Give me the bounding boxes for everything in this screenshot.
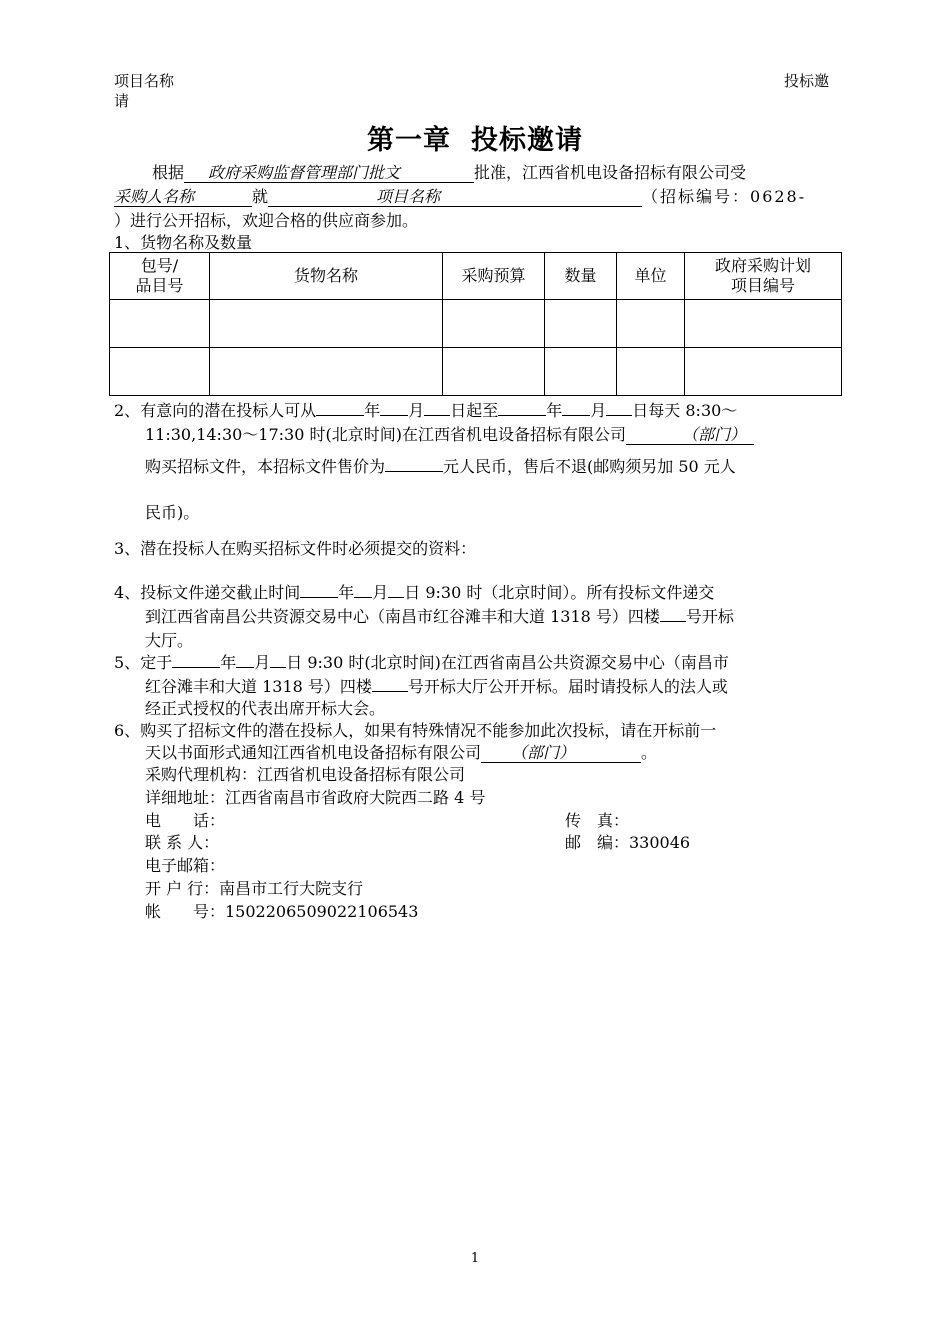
section-text: 日起至 [450,401,499,420]
table-row [110,348,842,396]
section-5-line-2 [145,676,728,698]
tender-number: （招标编号：0628- [642,187,807,206]
section-2-line-2 [145,424,754,446]
section-text: 天以书面形式通知江西省机电设备招标有限公司 [145,743,482,762]
bank-account: 帐 号：1502206509022106543 [145,902,419,921]
blank-field [388,597,404,598]
section-number: 4、 [114,583,141,602]
department-field: （部门） [626,426,754,445]
page-title [0,118,950,157]
section-text: 到江西省南昌公共资源交易中心（南昌市红谷滩丰和大道 1318 号）四楼 [145,607,660,626]
intro-text: 就 [252,187,269,206]
table-cell [110,348,210,396]
contact-person-label: 联 系 人： [145,833,220,852]
section-3: 3、潜在投标人在购买招标文件时必须提交的资料： [114,539,477,558]
header-plan-number: 政府采购计划 项目编号 [685,253,842,300]
table-row [110,300,842,348]
table-header-row [110,253,842,300]
title-text: 投标邀请 [471,125,583,156]
price-field [385,471,443,472]
phone-fax-line [145,810,629,832]
header-quantity: 数量 [545,253,617,300]
purchaser-field: 采购人名称 [114,188,252,207]
table-cell [210,348,443,396]
section-text: 年 [546,401,563,420]
section-4-line-1 [114,582,714,604]
agency-address: 详细地址：江西省南昌市省政府大院西二路 4 号 [145,788,486,807]
header-budget: 采购预算 [443,253,545,300]
header-left-overflow: 请 [114,92,130,110]
section-text: 月 [254,653,271,672]
blank-field [316,415,364,416]
section-text: 号开标大厅公开开标。届时请投标人的法人或 [407,677,728,696]
fax-label: 传 真： [565,811,630,830]
section-text: 号开标 [685,607,734,626]
section-5-line-1 [114,652,729,674]
blank-field [562,415,590,416]
bank-name: 开 户 行：南昌市工行大院支行 [145,879,364,898]
header-package-number: 包号/ 品目号 [110,253,210,300]
section-text: 有意向的潜在投标人可从 [140,401,317,420]
table-cell [545,300,617,348]
section-1-heading: 1、货物名称及数量 [114,233,253,252]
blank-field [354,597,372,598]
section-text: 年 [364,401,381,420]
table-cell [685,348,842,396]
section-text: 年 [338,583,355,602]
blank-field [236,667,254,668]
table-cell [617,348,685,396]
section-text: 日每天 8:30～ [632,401,738,420]
email-label: 电子邮箱： [145,856,226,875]
section-number: 2、 [114,401,141,420]
section-4-line-3: 大厅。 [145,631,194,650]
blank-field [660,621,686,622]
table-cell [110,300,210,348]
section-2-line-1 [114,400,737,422]
section-2-line-4: 民币)。 [145,503,200,522]
section-6-line-2 [145,742,657,764]
section-text: 投标文件递交截止时间 [140,583,301,602]
blank-field [172,667,220,668]
header-goods-name: 货物名称 [210,253,443,300]
postcode: 邮 编：330046 [565,833,691,852]
blank-field [498,415,546,416]
intro-text: 批准，江西省机电设备招标有限公司受 [474,163,747,182]
department-field: （部门） [481,744,641,763]
section-text: 日 9:30 时(北京时间)在江西省南昌公共资源交易中心（南昌市 [286,653,729,672]
blank-field [270,667,286,668]
blank-field [380,415,408,416]
intro-line-2 [114,186,806,208]
section-text: 定于 [140,653,173,672]
section-text: 月 [372,583,389,602]
goods-table [109,252,842,396]
table-cell [545,348,617,396]
section-text: 月 [590,401,607,420]
header-chapter-label: 投标邀 [784,72,830,90]
header-unit: 单位 [617,253,685,300]
blank-field [606,415,632,416]
section-number: 5、 [114,653,141,672]
intro-line-1 [152,162,746,184]
intro-text: 根据 [152,163,185,182]
section-2-line-3 [145,456,736,478]
section-text: 元人民币，售后不退(邮购须另加 50 元人 [443,457,736,476]
blank-field [424,415,450,416]
section-text: 月 [408,401,425,420]
table-cell [617,300,685,348]
table-cell [210,300,443,348]
section-text: 日 9:30 时（北京时间）。所有投标文件递交 [404,583,715,602]
section-text: 购买了招标文件的潜在投标人，如果有特殊情况不能参加此次投标，请在开标前一 [140,721,717,740]
title-chapter: 第一章 [367,125,451,156]
section-text: 11:30,14:30～17:30 时(北京时间)在江西省机电设备招标有限公司 [145,425,626,444]
blank-field [372,691,408,692]
agency-name: 采购代理机构：江西省机电设备招标有限公司 [145,765,466,784]
section-text: 年 [220,653,237,672]
section-text: 。 [641,743,658,762]
table-cell [685,300,842,348]
section-number: 6、 [114,721,141,740]
section-text: 购买招标文件，本招标文件售价为 [145,457,386,476]
approval-field: 政府采购监督管理部门批文 [184,164,474,183]
section-4-line-2 [145,606,734,628]
contact-postcode-line [145,832,690,854]
section-text: 红谷滩丰和大道 1318 号）四楼 [145,677,372,696]
phone-label: 电 话： [145,811,226,830]
blank-field [300,597,338,598]
section-5-line-3: 经正式授权的代表出席开标大会。 [145,699,386,718]
header-project-name: 项目名称 [114,72,175,90]
table-cell [443,348,545,396]
section-6-line-1 [114,720,716,742]
page-number: 1 [470,1251,480,1266]
project-field: 项目名称 [268,188,642,207]
table-cell [443,300,545,348]
intro-line-3: ）进行公开招标，欢迎合格的供应商参加。 [114,211,419,230]
